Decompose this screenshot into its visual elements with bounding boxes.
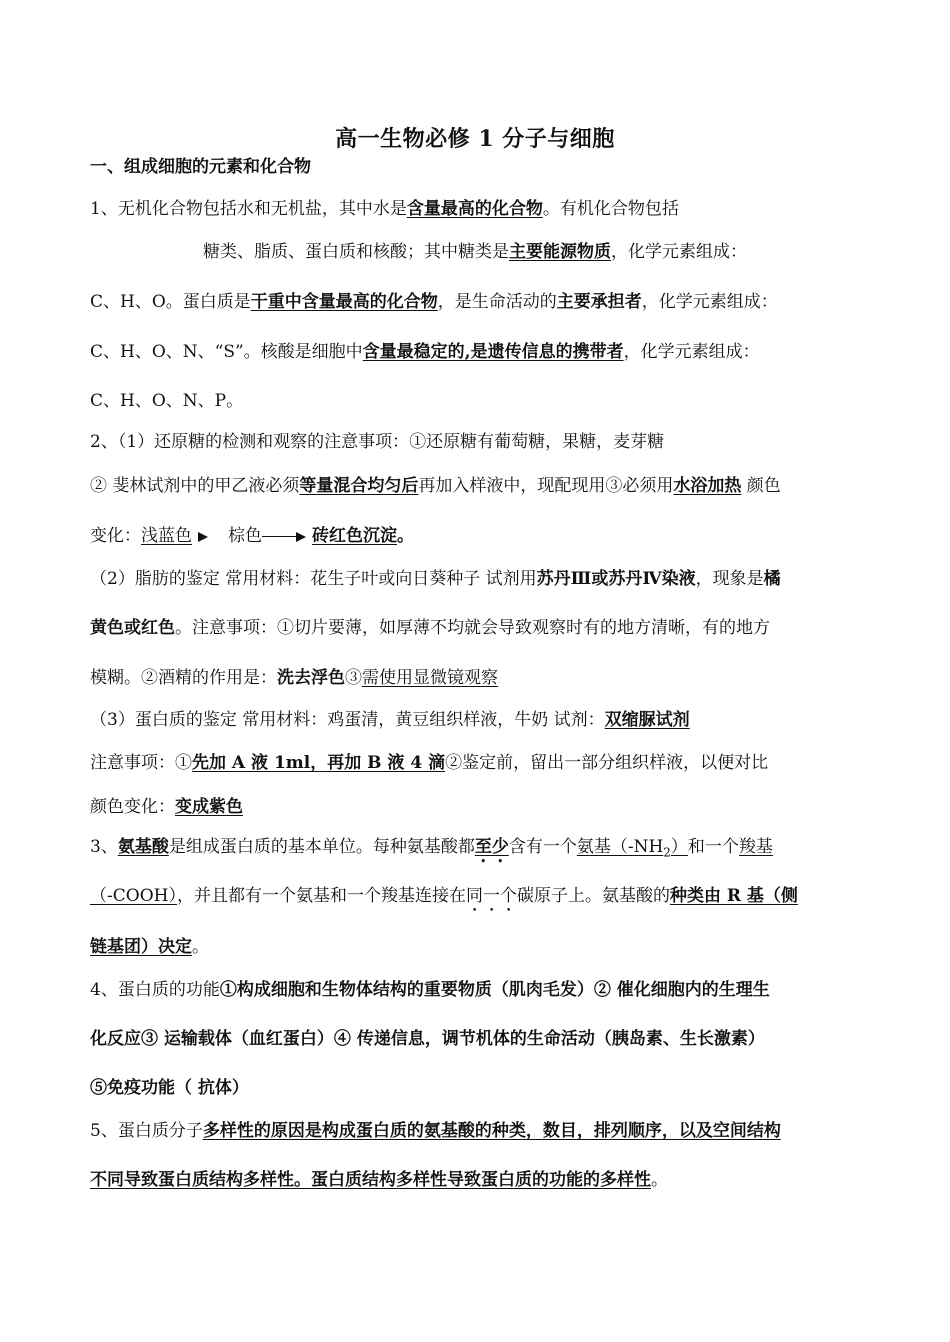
color-stage: 棕色 [228,526,262,546]
key-term: 洗去浮色 [277,668,345,688]
paragraph-2-line-6: 模糊。②酒精的作用是：洗去浮色③需使用显微镜观察 [90,668,498,688]
paragraph-3-line-1: 3、氨基酸是组成蛋白质的基本单位。每种氨基酸都至少含有一个氨基$(-NH_2)$和一个羧基 [90,837,773,860]
key-term: 含量最稳定的,是遗传信息的携带者 [362,342,624,362]
paragraph-2-line-9: 颜色变化：变成紫色 [90,797,243,817]
amino-group: 氨基$(-NH_2)$ [576,837,688,860]
paragraph-2-line-7: （3）蛋白质的鉴定 常用材料：鸡蛋清，黄豆组织样液，牛奶 试剂：双缩脲试剂 [90,710,690,730]
paragraph-4-line-1: 4、蛋白质的功能①构成细胞和生物体结构的重要物质（肌肉毛发）② 催化细胞内的生理生 [90,980,770,1000]
key-term: 变成紫色 [175,797,243,817]
key-term: ①构成细胞和生物体结构的重要物质（肌肉毛发）② 催化细胞内的生理生 [219,980,770,1000]
paragraph-1-line-4: C、H、O、N、“S”。核酸是细胞中含量最稳定的,是遗传信息的携带者，化学元素组成： [90,342,760,362]
key-term: 主要承担者 [556,292,642,312]
paragraph-3-line-3: 链基团）决定。 [90,937,209,957]
paragraph-5-line-2: 不同导致蛋白质结构多样性。蛋白质结构多样性导致蛋白质的功能的多样性。 [90,1170,668,1190]
paragraph-5-line-1: 5、蛋白质分子多样性的原因是构成蛋白质的氨基酸的种类，数目，排列顺序，以及空间结构 [90,1121,781,1141]
paragraph-1-line-5: C、H、O、N、P。 [90,391,244,411]
key-term: 水浴加热 [673,476,742,496]
key-term: 至少 [474,837,509,857]
key-term: 种类由 R 基（侧 [669,886,798,906]
paragraph-2-line-5: 黄色或红色。注意事项：①切片要薄，如厚薄不均就会导致观察时有的地方清晰，有的地方 [90,618,770,638]
key-term: 苏丹Ⅲ或苏丹Ⅳ染液 [536,569,696,589]
key-term: 先加 A 液 1ml，再加 B 液 4 滴 [192,753,446,773]
page-title: 高一生物必修 1 分子与细胞 [335,126,615,152]
key-term: 主要能源物质 [509,242,611,262]
paragraph-2-line-3: 变化：浅蓝色 棕色 砖红色沉淀。 [90,526,414,546]
paragraph-2-line-2: ② 斐林试剂中的甲乙液必须等量混合均匀后再加入样液中，现配现用③必须用水浴加热 颜色 [90,476,781,496]
key-term: 等量混合均匀后 [299,476,419,496]
section-heading: 一、组成细胞的元素和化合物 [90,157,311,177]
arrow-right-icon [296,532,306,542]
key-term: 多样性的原因是构成蛋白质的氨基酸的种类，数目，排列顺序，以及空间结构 [202,1121,781,1141]
paragraph-1-line-1: 1、无机化合物包括水和无机盐，其中水是含量最高的化合物。有机化合物包括 [90,199,679,219]
paragraph-1-line-2: 糖类、脂质、蛋白质和核酸；其中糖类是主要能源物质，化学元素组成： [203,242,747,262]
carboxyl-group: （-COOH） [90,886,177,906]
key-term: 橘 [763,569,781,589]
paragraph-2-line-8: 注意事项：①先加 A 液 1ml，再加 B 液 4 滴②鉴定前，留出一部分组织样液，以便对比 [90,753,769,773]
emphasis-text: 同一个 [465,886,517,906]
paragraph-3-line-2: （-COOH），并且都有一个氨基和一个羧基连接在同一个碳原子上。氨基酸的种类由 R 基（侧 [90,886,798,906]
key-term: 链基团）决定 [90,937,192,957]
carboxyl-group: 羧基 [738,837,773,857]
arrow-right-icon [198,532,208,542]
paragraph-2-line-1: 2、（1）还原糖的检测和观察的注意事项：①还原糖有葡萄糖，果糖，麦芽糖 [90,432,665,452]
key-term: 砖红色沉淀 [312,526,397,546]
paragraph-4-line-2: 化反应③ 运输载体（血红蛋白）④ 传递信息，调节机体的生命活动（胰岛素、生长激素） [90,1029,765,1049]
color-stage: 浅蓝色 [141,526,192,546]
paragraph-2-line-4: （2）脂肪的鉴定 常用材料：花生子叶或向日葵种子 试剂用苏丹Ⅲ或苏丹Ⅳ染液，现象是橘 [90,569,781,589]
key-term: 需使用显微镜观察 [362,668,498,688]
key-term: 双缩脲试剂 [604,710,690,730]
key-term: 干重中含量最高的化合物 [250,292,438,312]
paragraph-4-line-3: ⑤免疫功能（ 抗体） [90,1078,249,1098]
paragraph-1-line-3: C、H、O。蛋白质是干重中含量最高的化合物，是生命活动的主要承担者，化学元素组成： [90,292,778,312]
key-term: 氨基酸 [117,837,169,857]
key-term: 黄色或红色 [90,618,175,638]
key-term: 不同导致蛋白质结构多样性。蛋白质结构多样性导致蛋白质的功能的多样性 [90,1170,651,1190]
key-term: 含量最高的化合物 [406,199,543,219]
